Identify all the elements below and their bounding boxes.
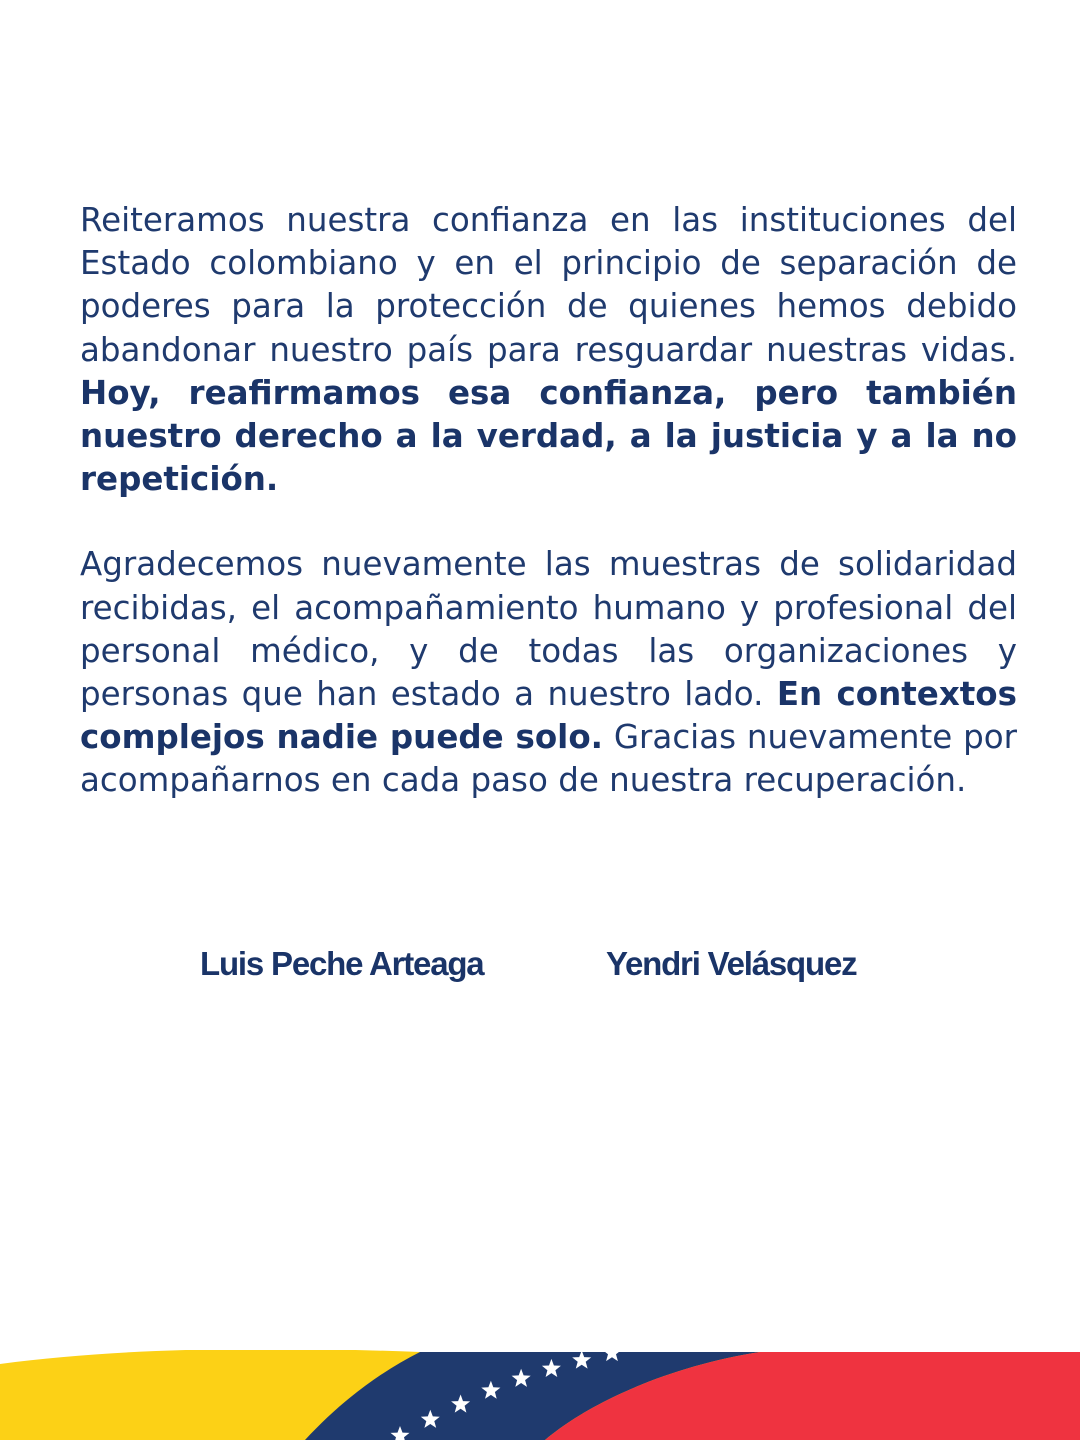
venezuela-flag-wave xyxy=(0,1350,1080,1440)
paragraph-1-bold: Hoy, reafirmamos esa confianza, pero también nuestro derecho a la verdad, a la justicia y a la no repetición. xyxy=(80,373,1017,499)
paragraph-2-bold: En contextos complejos nadie puede solo. xyxy=(80,675,1017,757)
paragraph-1-regular: Reiteramos nuestra confianza en las instituciones del Estado colombiano y en el principio de separación de poderes para la protección de quienes hemos debido abandonar nuestro país para resguardar nuestras vidas. xyxy=(80,201,1017,369)
paragraph-2 xyxy=(80,543,1017,802)
paragraph-1 xyxy=(80,199,1017,501)
signature-yendri-velasquez: Yendri Velásquez xyxy=(606,945,857,982)
paragraph-2-regular-end: Gracias nuevamente por acompañarnos en cada paso de nuestra recuperación. xyxy=(80,718,1017,800)
statement-body xyxy=(80,199,1017,803)
signatures xyxy=(0,945,1080,995)
paragraph-2-regular-start: Agradecemos nuevamente las muestras de solidaridad recibidas, el acompañamiento humano y profesional del personal médico, y de todas las organizaciones y personas que han estado a nuestro lado. xyxy=(80,545,1017,714)
signature-luis-peche-arteaga: Luis Peche Arteaga xyxy=(200,945,484,982)
